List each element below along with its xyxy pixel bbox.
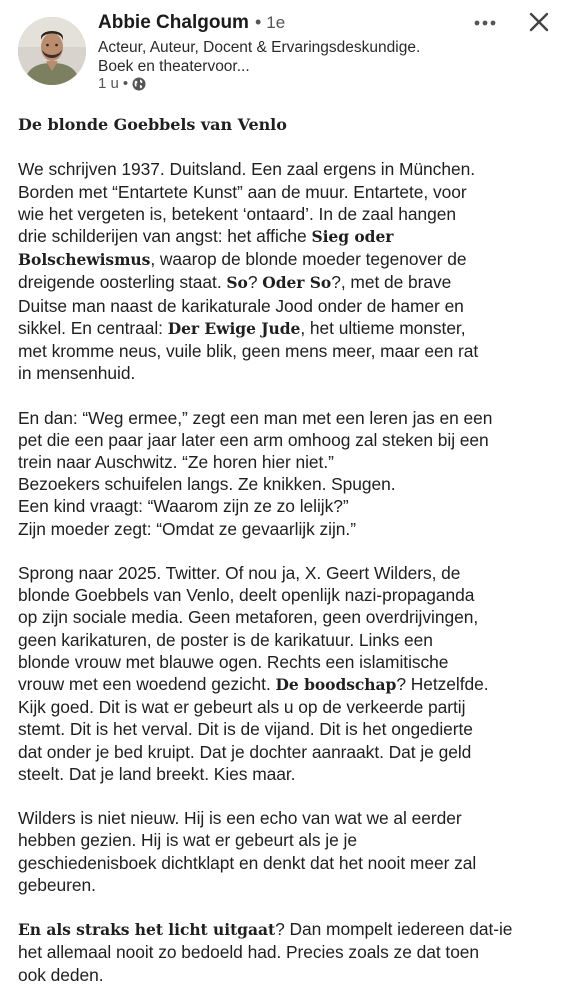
text-line: dat onder je bed kruipt. Dat je dochter aanraakt. Dat je geld (18, 741, 472, 762)
text-line (18, 918, 560, 941)
paragraph-1 (18, 158, 560, 384)
more-horizontal-icon (474, 20, 496, 26)
text-line: stemt. Dit is het verval. Dit is de vijand. Dit is het ongedierte (18, 719, 473, 740)
text-line: steelt. Dat je land breekt. Kies maar. (18, 763, 296, 784)
paragraph-3 (18, 562, 560, 785)
text-line: Kijk goed. Dit is wat er gebeurt als u op de verkeerde partij (18, 697, 466, 718)
text-line: gebeuren. (18, 874, 96, 895)
text-segment: ?, met de brave (331, 272, 452, 293)
text-line (18, 248, 560, 271)
text-segment: , het ultieme monster, (300, 317, 466, 338)
bold-phrase: De boodschap (275, 675, 397, 695)
text-line: Bezoekers schuifelen langs. Ze knikken. Spugen. (18, 474, 396, 495)
post-meta (98, 75, 146, 92)
text-line: in mensenhuid. (18, 363, 136, 384)
text-line: Zijn moeder zegt: “Omdat ze gevaarlijk zijn.” (18, 518, 356, 539)
post-title: De blonde Goebbels van Venlo (18, 115, 287, 134)
close-button[interactable] (526, 9, 552, 35)
bold-phrase: Sieg oder (311, 227, 394, 246)
text-line (18, 317, 560, 340)
text-line (18, 271, 560, 294)
text-line: trein naar Auschwitz. “Ze horen hier niet.” (18, 452, 334, 473)
text-line: geen karikaturen, de poster is de karikatuur. Links een (18, 629, 433, 650)
text-segment: drie schilderijen van angst: het affiche (18, 226, 312, 246)
text-segment: ? Hetzelfde. (396, 674, 489, 695)
close-icon (529, 12, 549, 32)
text-line: ook deden. (18, 964, 104, 985)
bold-phrase: Oder So (262, 273, 332, 293)
text-line: pet die een paar jaar later een arm omhoog zal steken bij een (18, 429, 489, 450)
author-headline: Acteur, Auteur, Docent & Ervaringsdeskundige. Boek en theatervoor... (98, 39, 421, 75)
bold-phrase: En als straks het licht uitgaat (18, 920, 276, 940)
text-segment: vrouw met een woedend gezicht. (18, 674, 276, 695)
text-line: wie het vergeten is, betekent ‘ontaard’. In de zaal hangen (18, 203, 456, 224)
text-line: met kromme neus, vuile blik, geen mens meer, maar een rat (18, 341, 479, 362)
meta-separator: • (122, 75, 129, 92)
text-segment: ? (247, 272, 263, 293)
text-segment: sikkel. En centraal: (18, 317, 168, 338)
text-line: Duitse man naast de karikaturale Jood onder de hamer en (18, 295, 464, 316)
text-line: Borden met “Entartete Kunst” aan de muur. Entartete, voor (18, 181, 467, 202)
avatar[interactable] (18, 17, 86, 85)
text-line (18, 225, 560, 248)
paragraph-4 (18, 807, 560, 896)
text-line: Een kind vraagt: “Waarom zijn ze zo lelijk?” (18, 496, 349, 517)
text-line: Sprong naar 2025. Twitter. Of nou ja, X. Geert Wilders, de (18, 563, 461, 584)
text-line: blonde Goebbels van Venlo, deelt openlijk nazi-propaganda (18, 585, 475, 606)
text-line: En dan: “Weg ermee,” zegt een man met een leren jas en een (18, 407, 493, 428)
connection-degree: 1e (266, 13, 286, 32)
text-line: Wilders is niet nieuw. Hij is een echo van wat we al eerder (18, 808, 462, 829)
text-line: op zijn sociale media. Geen metaforen, geen overdrijvingen, (18, 607, 479, 628)
text-line: blonde vrouw met blauwe ogen. Rechts een islamitische (18, 651, 449, 672)
text-segment: , waarop de blonde moeder tegenover de (150, 249, 467, 270)
bold-phrase: Bolschewismus (18, 250, 151, 270)
post-body (18, 114, 560, 1000)
globe-icon (132, 77, 146, 91)
text-line: geschiedenisboek dichtklapt en denkt dat het nooit meer zal (18, 852, 477, 873)
bold-phrase: So (226, 273, 248, 293)
time-ago: 1 u (98, 75, 119, 92)
avatar-photo (18, 17, 86, 85)
author-line (98, 12, 285, 36)
paragraph-2 (18, 407, 560, 540)
more-options-button[interactable] (472, 12, 498, 34)
bold-phrase: Der Ewige Jude (167, 318, 301, 338)
text-segment: dreigende oosterling staat. (18, 272, 227, 293)
author-separator: • (254, 12, 262, 32)
author-name[interactable]: Abbie Chalgoum (98, 12, 249, 33)
paragraph-5 (18, 918, 560, 986)
text-segment: ? Dan mompelt iedereen dat-ie (275, 919, 513, 940)
text-line: We schrijven 1937. Duitsland. Een zaal ergens in München. (18, 159, 475, 180)
text-line: het allemaal nooit zo bedoeld had. Precies zoals ze dat toen (18, 942, 480, 963)
text-line (18, 673, 560, 696)
text-line: hebben gezien. Hij is wat er gebeurt als je je (18, 830, 357, 851)
post-header (0, 0, 568, 100)
